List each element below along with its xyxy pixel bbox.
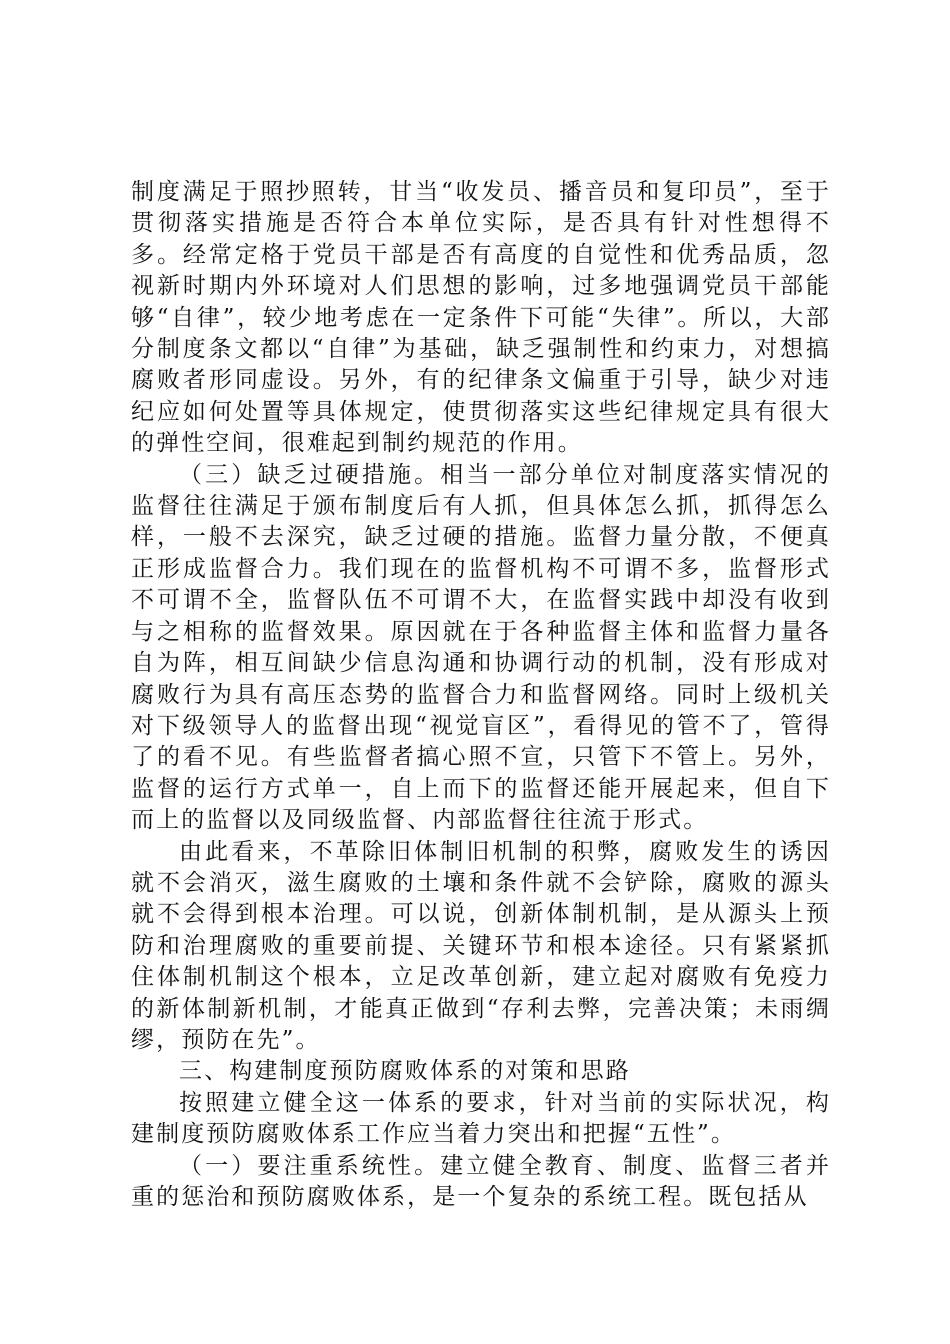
- paragraph-intro: 按照建立健全这一体系的要求，针对当前的实际状况，构建制度预防腐败体系工作应当着力突出和把握“五性”。: [131, 1089, 831, 1148]
- section-heading: 三、构建制度预防腐败体系的对策和思路: [179, 1058, 631, 1085]
- paragraph-subsection-1: （一）要注重系统性。建立健全教育、制度、监督三者并重的惩治和预防腐败体系，是一个复杂的系统工程。既包括从: [131, 1152, 831, 1210]
- paragraph-continuation: 制度满足于照抄照转，甘当“收发员、播音员和复印员”，至于贯彻落实措施是否符合本单位实际，是否具有针对性想得不多。经常定格于党员干部是否有高度的自觉性和优秀品质，忽视新时期内外环境对人们思想的影响，过多地强调党员干部能够“自律”，较少地考虑在一定条件下可能“失律”。所以，大部分制度条文都以“自律”为基础，缺乏强制性和约束力，对想搞腐败者形同虚设。另外，有的纪律条文偏重于引导，缺少对违纪应如何处置等具体规定，使贯彻落实这些纪律规定具有很大的弹性空间，很难起到制约规范的作用。: [131, 179, 831, 457]
- document-body: [131, 177, 831, 1213]
- paragraph-conclusion: 由此看来，不革除旧体制旧机制的积弊，腐败发生的诱因就不会消灭，滋生腐败的土壤和条件就不会铲除，腐败的源头就不会得到根本治理。可以说，创新体制机制，是从源头上预防和治理腐败的重要前提、关键环节和根本途径。只有紧紧抓住体制机制这个根本，立足改革创新，建立起对腐败有免疫力的新体制新机制，才能真正做到“存利去弊，完善决策；未雨绸缪，预防在先”。: [131, 838, 831, 1053]
- paragraph-section-3: （三）缺乏过硬措施。相当一部分单位对制度落实情况的监督往往满足于颁布制度后有人抓，但具体怎么抓，抓得怎么样，一般不去深究，缺乏过硬的措施。监督力量分散，不便真正形成监督合力。我们现在的监督机构不可谓不多，监督形式不可谓不全，监督队伍不可谓不大，在监督实践中却没有收到与之相称的监督效果。原因就在于各种监督主体和监督力量各自为阵，相互间缺少信息沟通和协调行动的机制，没有形成对腐败行为具有高压态势的监督合力和监督网络。同时上级机关对下级领导人的监督出现“视觉盲区”，看得见的管不了，管得了的看不见。有些监督者搞心照不宣，只管下不管上。另外，监督的运行方式单一，自上而下的监督还能开展起来，但自下而上的监督以及同级监督、内部监督往往流于形式。: [131, 461, 831, 834]
